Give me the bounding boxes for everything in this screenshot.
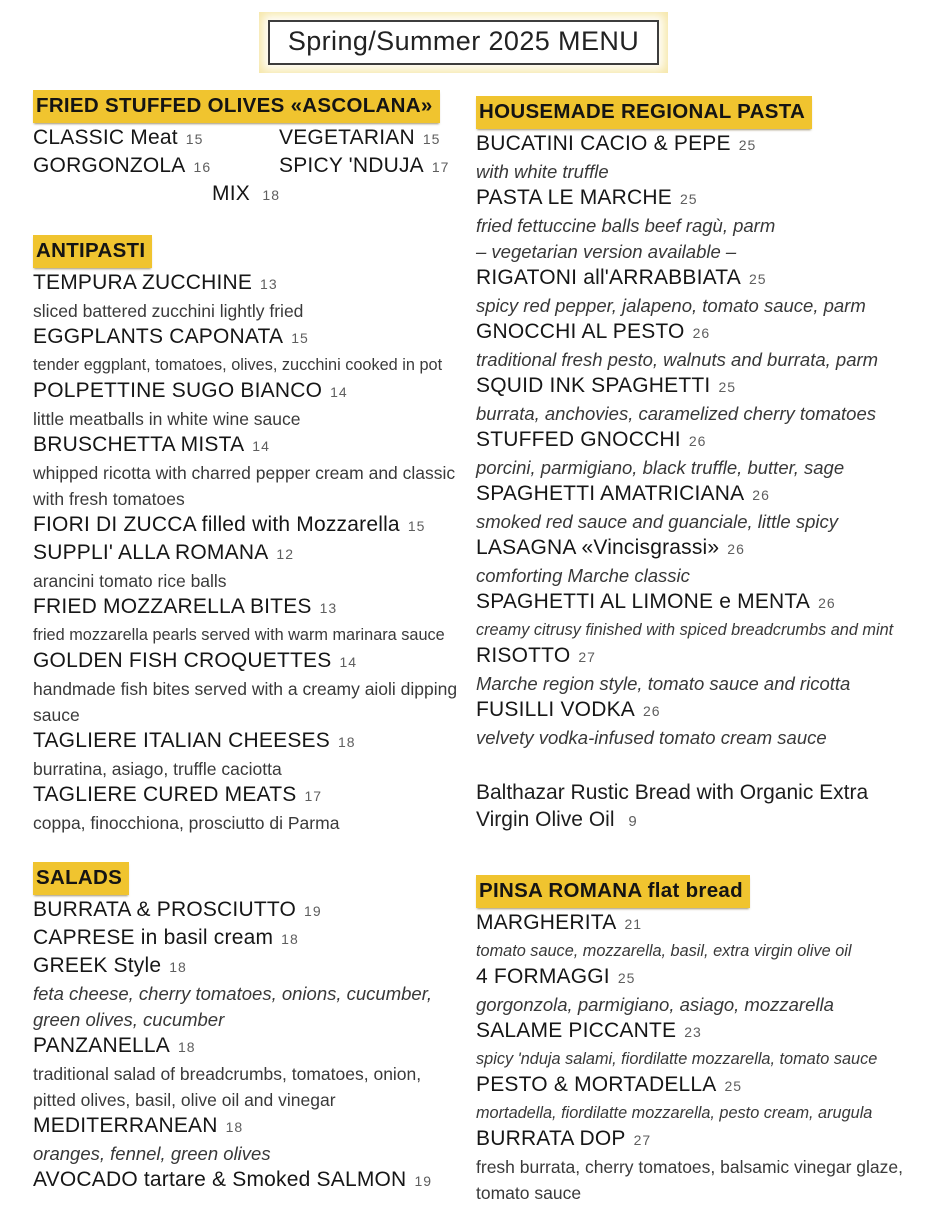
item-name: MIX [212,182,250,205]
item-name: RISOTTO [476,644,571,667]
item-name-line [33,648,459,676]
section-antipasti [33,235,459,836]
item-name: PASTA LE MARCHE [476,186,672,209]
item-name-line [33,897,459,925]
item-name-line [33,378,459,406]
item-name-line [476,481,922,509]
item-description: fresh burrata, cherry tomatoes, balsamic vinegar glaze, tomato sauce [476,1157,903,1203]
page-title: Spring/Summer 2025 MENU [268,20,659,65]
menu-item [476,185,922,265]
item-name-line [476,1126,922,1154]
menu-item [476,1072,922,1126]
item-name-line [476,265,922,293]
item-name: EGGPLANTS CAPONATA [33,325,284,348]
item-description: arancini tomato rice balls [33,571,227,591]
item-name: FUSILLI VODKA [476,698,635,721]
menu-item [33,925,459,953]
item-name-line [476,910,922,938]
item-price: 18 [178,1039,196,1055]
menu-item [33,897,459,925]
menu-item [33,512,459,540]
item-description: tomato sauce, mozzarella, basil, extra virgin olive oil [476,942,852,960]
menu-item [33,540,459,594]
item-description: coppa, finocchiona, prosciutto di Parma [33,813,340,833]
item-price: 25 [748,271,767,287]
item-name-line [33,1113,459,1141]
item-price: 15 [291,330,309,346]
item-price: 26 [688,433,707,449]
item-price: 15 [185,131,204,147]
item-price: 26 [752,487,770,503]
item-name: STUFFED GNOCCHI [476,428,681,451]
section-heading-pasta: HOUSEMADE REGIONAL PASTA [476,96,812,129]
item-name-line [33,540,459,568]
item-name-line [33,1167,459,1195]
menu-item [476,964,922,1018]
item-name-line [33,324,459,352]
item-price: 12 [276,546,294,562]
item-name: TAGLIERE ITALIAN CHEESES [33,729,330,752]
antipasti-items [33,270,459,836]
item-description: gorgonzola, parmigiano, asiago, mozzarella [476,994,834,1015]
item-description: traditional fresh pesto, walnuts and burrata, parm [476,349,879,370]
item-name-line [33,728,459,756]
heading-row [33,90,459,123]
item-price: 13 [319,600,338,616]
section-pinsa-romana [476,875,922,1206]
item-price: 25 [738,137,757,153]
item-name-line [33,925,459,953]
menu-item [246,125,459,153]
item-name-line [33,512,459,540]
menu-title-wrap [0,12,927,73]
menu-item [33,378,459,432]
item-name-line [476,131,922,159]
item-description: porcini, parmigiano, black truffle, butter, sage [476,457,845,478]
item-name: GNOCCHI AL PESTO [476,320,685,343]
item-price: 15 [407,518,426,534]
item-description: mortadella, fiordilatte mozzarella, pesto cream, arugula [476,1104,873,1122]
item-name: VEGETARIAN [279,126,415,149]
item-name: TAGLIERE CURED MEATS [33,783,297,806]
item-description: whipped ricotta with charred pepper cream and classic with fresh tomatoes [33,463,456,509]
item-name-line [33,1033,459,1061]
item-description: feta cheese, cherry tomatoes, onions, cucumber, green olives, cucumber [33,983,432,1030]
item-description: with white truffle [476,161,609,182]
menu-item [33,1167,459,1195]
item-name: GREEK Style [33,954,162,977]
menu-item [476,1018,922,1072]
section-heading-olives: FRIED STUFFED OLIVES «ASCOLANA» [33,90,440,123]
item-name-line [33,953,459,981]
item-price: 18 [337,734,356,750]
item-price: 19 [304,903,322,919]
item-name-line [476,697,922,725]
item-price: 23 [684,1024,702,1040]
bread-note-text: Balthazar Rustic Bread with Organic Extra Virgin Olive Oil [476,781,869,831]
item-name: SPAGHETTI AMATRICIANA [476,482,745,505]
item-description: creamy citrusy finished with spiced breadcrumbs and mint [476,621,894,639]
title-highlight-band [259,12,668,73]
menu-item [476,481,922,535]
menu-item [476,427,922,481]
olives-mix-line [33,181,459,209]
item-price: 25 [617,970,636,986]
heading-row [476,875,922,908]
menu-item [33,270,459,324]
menu-item [476,1126,922,1206]
item-name: MEDITERRANEAN [33,1114,218,1137]
item-name: GORGONZOLA [33,154,186,177]
item-name-line [476,535,922,563]
item-price: 26 [818,595,836,611]
item-price: 27 [633,1132,652,1148]
item-price: 18 [262,187,280,203]
item-name: LASAGNA «Vincisgrassi» [476,536,720,559]
item-description: oranges, fennel, green olives [33,1143,271,1164]
item-name: PESTO & MORTADELLA [476,1073,717,1096]
section-fried-stuffed-olives [33,90,459,209]
item-name-line [33,125,246,153]
item-name: GOLDEN FISH CROQUETTES [33,649,332,672]
item-name-line [33,153,246,181]
item-price: 16 [193,159,212,175]
menu-item [33,594,459,648]
item-description: fried mozzarella pearls served with warm marinara sauce [33,626,445,644]
item-description: sliced battered zucchini lightly fried [33,301,304,321]
item-name-line [476,319,922,347]
item-price: 17 [304,788,323,804]
item-name: 4 FORMAGGI [476,965,610,988]
item-price: 25 [724,1078,743,1094]
section-heading-salads: SALADS [33,862,129,895]
item-name: BUCATINI CACIO & PEPE [476,132,731,155]
item-name: CLASSIC Meat [33,126,178,149]
item-price: 25 [679,191,698,207]
item-name: CAPRESE in basil cream [33,926,274,949]
item-name: BRUSCHETTA MISTA [33,433,245,456]
item-description: fried fettuccine balls beef ragù, parm [476,215,776,236]
menu-item [246,153,459,181]
item-description: little meatballs in white wine sauce [33,409,301,429]
olives-grid [33,125,459,181]
item-name-line [33,270,459,298]
item-price: 13 [260,276,278,292]
item-name-line [476,964,922,992]
bread-note-price: 9 [628,813,638,830]
item-description: spicy 'nduja salami, fiordilatte mozzarella, tomato sauce [476,1050,878,1068]
item-price: 19 [414,1173,433,1189]
item-name: FRIED MOZZARELLA BITES [33,595,312,618]
menu-item [33,432,459,512]
item-description: comforting Marche classic [476,565,690,586]
item-name: PANZANELLA [33,1034,170,1057]
item-price: 15 [422,131,441,147]
item-name: SALAME PICCANTE [476,1019,677,1042]
menu-item [33,153,246,181]
item-price: 21 [624,916,643,932]
item-description: tender eggplant, tomatoes, olives, zucchini cooked in pot [33,356,443,374]
menu-item [476,643,922,697]
item-price: 26 [642,703,661,719]
item-price: 14 [339,654,358,670]
menu-item [33,1113,459,1167]
menu-item [476,589,922,643]
item-price: 26 [727,541,745,557]
item-name-line [476,1018,922,1046]
item-name-line [476,185,922,213]
menu-item [476,131,922,185]
pasta-items [476,131,922,751]
pinsa-items [476,910,922,1206]
item-description: Marche region style, tomato sauce and ricotta [476,673,851,694]
menu-item [476,535,922,589]
section-housemade-pasta [476,96,922,751]
menu-item [33,648,459,728]
item-price: 26 [692,325,711,341]
item-description: burrata, anchovies, caramelized cherry tomatoes [476,403,876,424]
heading-row [33,235,459,268]
item-name-line [33,594,459,622]
item-name: TEMPURA ZUCCHINE [33,271,253,294]
item-name: SUPPLI' ALLA ROMANA [33,541,269,564]
menu-item [476,319,922,373]
item-name: FIORI DI ZUCCA filled with Mozzarella [33,513,400,536]
item-name: RIGATONI all'ARRABBIATA [476,266,741,289]
item-name: MARGHERITA [476,911,617,934]
item-name: SPICY 'NDUJA [279,154,424,177]
item-price: 27 [578,649,596,665]
bread-note [476,779,922,835]
item-description: burratina, asiago, truffle caciotta [33,759,282,779]
right-column [476,96,922,1206]
item-description: smoked red sauce and guanciale, little spicy [476,511,838,532]
item-name: BURRATA DOP [476,1127,626,1150]
item-description: spicy red pepper, jalapeno, tomato sauce, parm [476,295,866,316]
item-name: BURRATA & PROSCIUTTO [33,898,297,921]
heading-row [33,862,459,895]
menu-item [476,265,922,319]
item-price: 14 [252,438,270,454]
item-name-line [279,153,459,181]
menu-item [33,324,459,378]
menu-item [33,953,459,1033]
menu-item [33,1033,459,1113]
item-price: 25 [718,379,737,395]
item-name-line [33,432,459,460]
item-price: 14 [330,384,348,400]
item-name-line [476,643,922,671]
item-name-line [476,1072,922,1100]
item-description: traditional salad of breadcrumbs, tomatoes, onion, pitted olives, basil, olive oil and vinegar [33,1064,422,1110]
menu-item [476,697,922,751]
item-name: SPAGHETTI AL LIMONE e MENTA [476,590,811,613]
item-description: – vegetarian version available – [476,241,737,262]
item-price: 18 [281,931,299,947]
item-price: 18 [169,959,187,975]
menu-item [33,728,459,782]
item-price: 18 [225,1119,244,1135]
menu-item [33,782,459,836]
item-price: 17 [431,159,450,175]
item-description: handmade fish bites served with a creamy aioli dipping sauce [33,679,458,725]
item-name-line [476,589,922,617]
item-name-line [279,125,459,153]
section-salads [33,862,459,1195]
section-heading-pinsa: PINSA ROMANA flat bread [476,875,750,908]
menu-item [33,125,246,153]
section-heading-antipasti: ANTIPASTI [33,235,152,268]
left-column [33,90,459,1195]
item-name-line [33,782,459,810]
item-name-line [476,427,922,455]
item-name-line [476,373,922,401]
menu-item [476,373,922,427]
item-description: velvety vodka-infused tomato cream sauce [476,727,827,748]
item-name: POLPETTINE SUGO BIANCO [33,379,323,402]
item-name: SQUID INK SPAGHETTI [476,374,711,397]
heading-row [476,96,922,129]
item-name: AVOCADO tartare & Smoked SALMON [33,1168,407,1191]
salads-items [33,897,459,1195]
menu-item [476,910,922,964]
